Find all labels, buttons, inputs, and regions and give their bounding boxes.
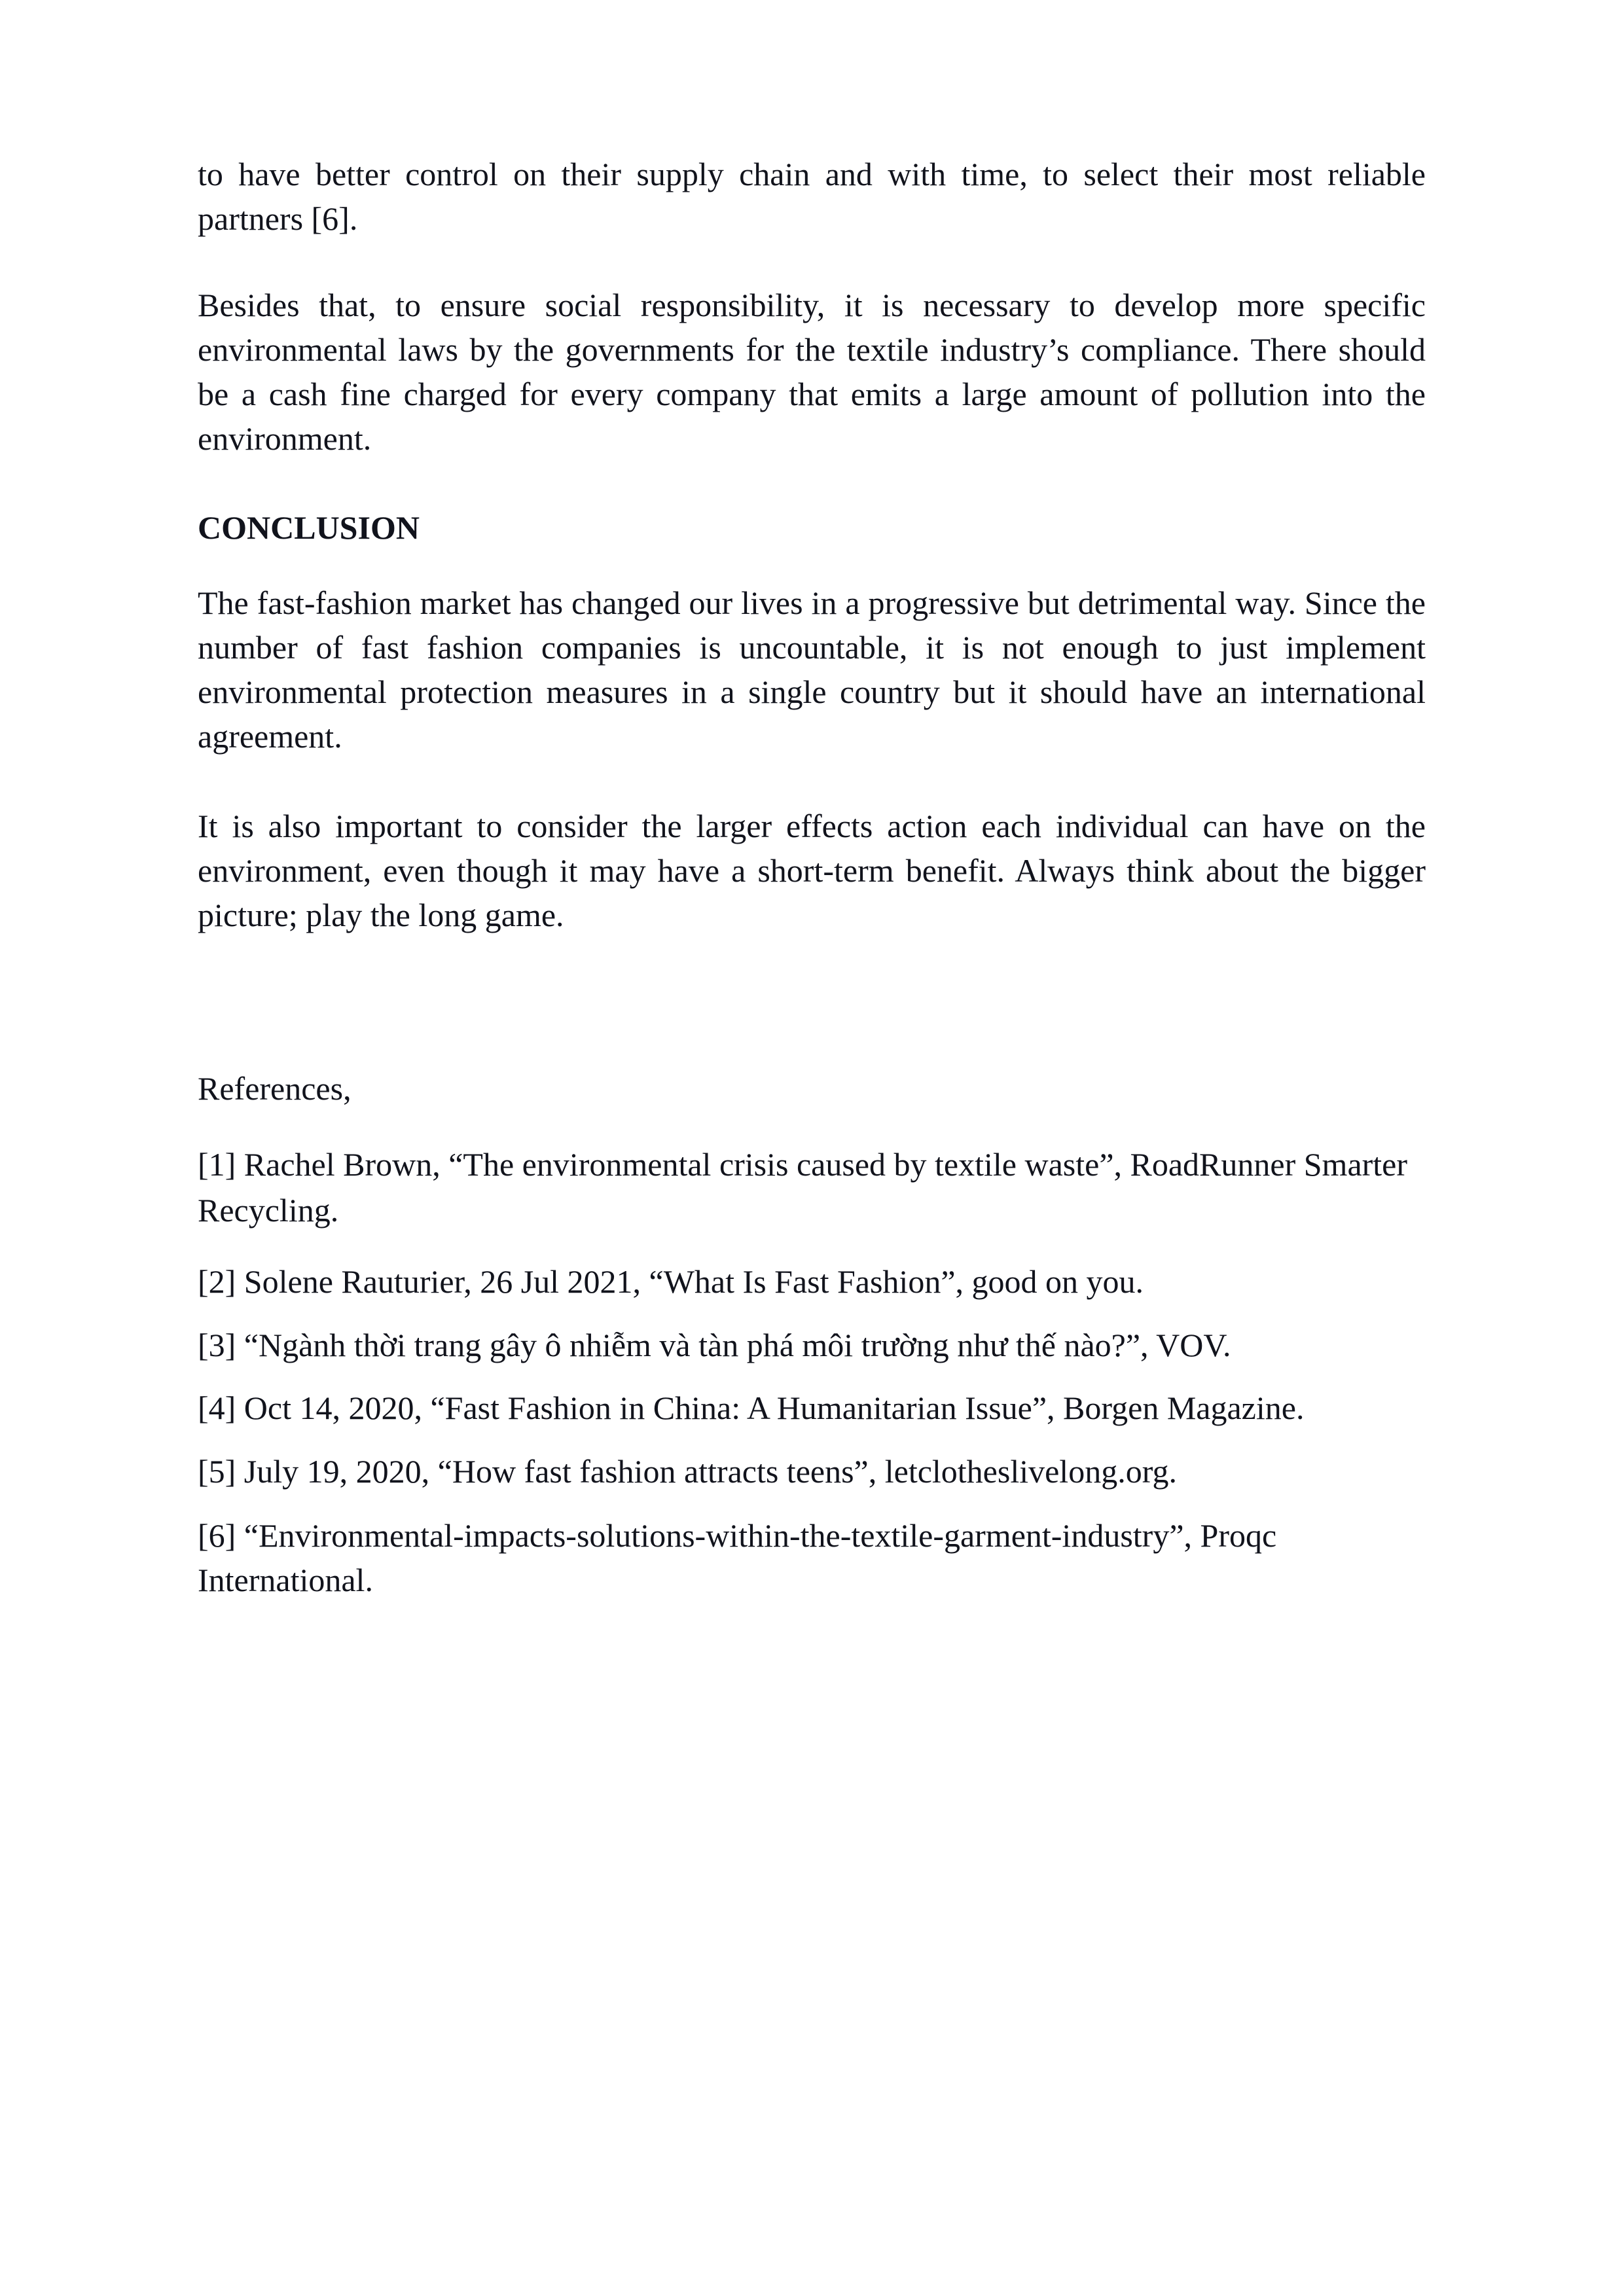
- body-paragraph-social-responsibility: Besides that, to ensure social responsibility, it is necessary to develop more specific environmental laws by the governments for the textile industry’s compliance. There should be a cash fine charged for every company that emits a large amount of pollution into the environment.: [198, 287, 1426, 457]
- conclusion-paragraph-2: It is also important to consider the larger effects action each individual can have on the environment, even though it may have a short-term benefit. Always think about the bigger picture; play the long game.: [198, 808, 1426, 933]
- references-title: References,: [198, 1070, 352, 1107]
- reference-item-2: [2] Solene Rauturier, 26 Jul 2021, “What Is Fast Fashion”, good on you.: [198, 1263, 1144, 1300]
- reference-item-3: [3] “Ngành thời trang gây ô nhiễm và tàn phá môi trường như thế nào?”, VOV.: [198, 1327, 1231, 1363]
- reference-item-1: [1] Rachel Brown, “The environmental crisis caused by textile waste”, RoadRunner Smarter Recycling.: [198, 1146, 1408, 1229]
- body-paragraph-supply-chain: to have better control on their supply chain and with time, to select their most reliable partners [6].: [198, 156, 1426, 237]
- reference-item-6: [6] “Environmental-impacts-solutions-within-the-textile-garment-industry”, Proqc International.: [198, 1517, 1277, 1598]
- reference-item-5: [5] July 19, 2020, “How fast fashion attracts teens”, letclotheslivelong.org.: [198, 1453, 1177, 1490]
- reference-item-4: [4] Oct 14, 2020, “Fast Fashion in China: A Humanitarian Issue”, Borgen Magazine.: [198, 1390, 1305, 1426]
- conclusion-paragraph-1: The fast-fashion market has changed our lives in a progressive but detrimental way. Since the number of fast fashion companies is uncountable, it is not enough to just implement environmental protection measures in a single country but it should have an international agreement.: [198, 584, 1426, 755]
- conclusion-heading: CONCLUSION: [198, 509, 420, 546]
